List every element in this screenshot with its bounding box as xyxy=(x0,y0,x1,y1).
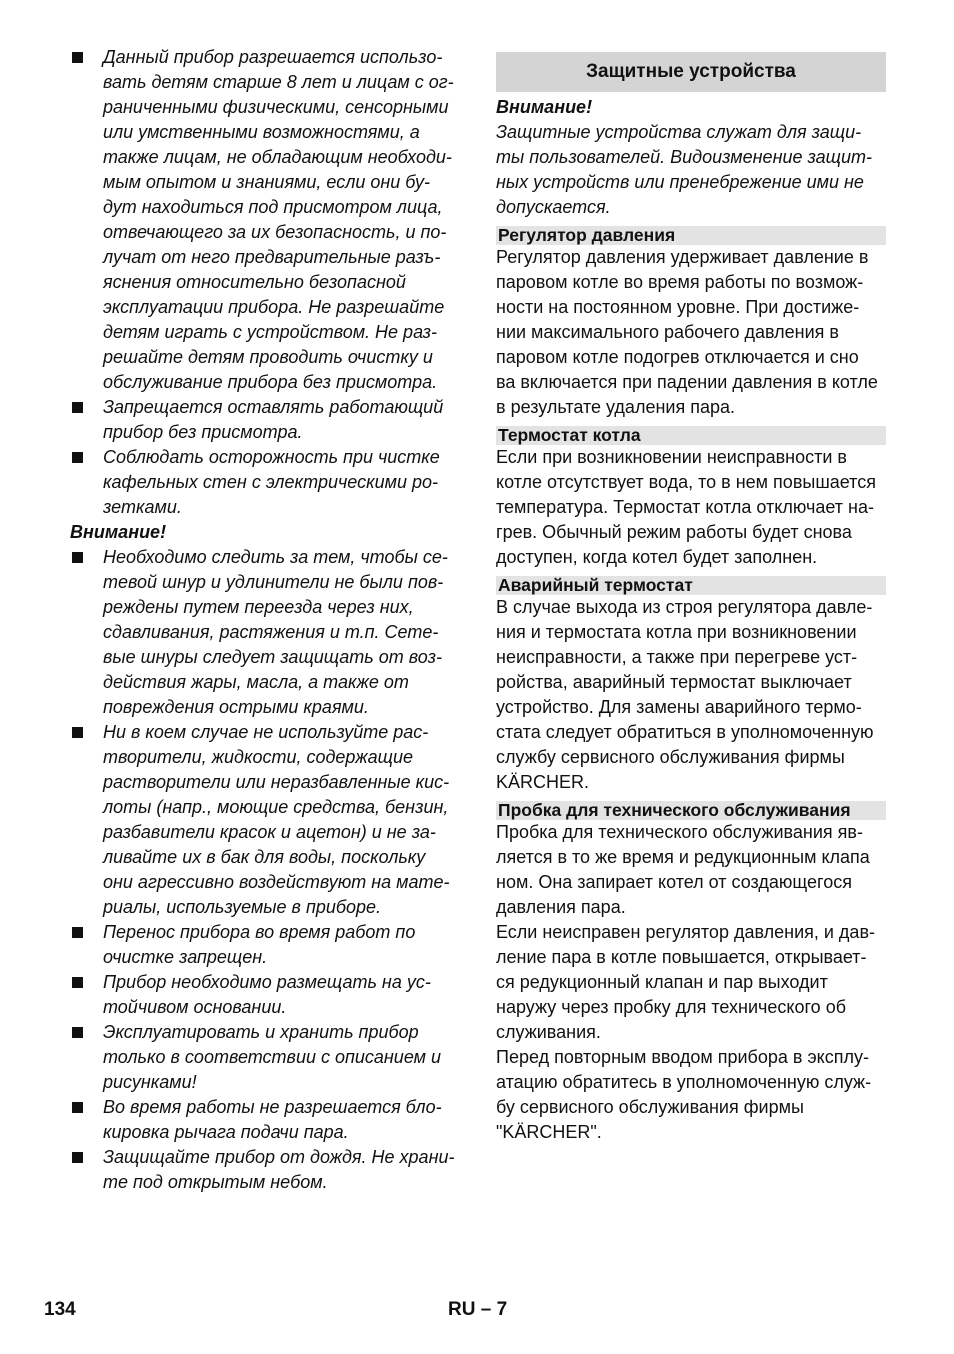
text-line: ляется в то же время и редукционным клапа xyxy=(496,847,870,867)
paragraph xyxy=(496,820,886,920)
text-line: ливайте их в бак для воды, поскольку xyxy=(103,847,426,867)
text-line: дут находиться под присмотром лица, xyxy=(103,197,443,217)
text-line: вые шнуры следует защищать от воз- xyxy=(103,647,442,667)
safety-list-1 xyxy=(70,45,462,520)
section-title: Защитные устройства xyxy=(496,52,886,92)
text-line: служивания. xyxy=(496,1022,601,1042)
text-line: тойчивом основании. xyxy=(103,997,287,1017)
square-bullet-icon xyxy=(72,1152,83,1163)
text-line: атацию обратитесь в уполномоченную служ- xyxy=(496,1072,872,1092)
text-line: решайте детям проводить очистку и xyxy=(103,347,433,367)
text-line: Перед повторным вводом прибора в эксплу- xyxy=(496,1047,869,1067)
list-item xyxy=(70,445,462,520)
text-line: Необходимо следить за тем, чтобы се- xyxy=(103,547,448,567)
text-line: ности на постоянном уровне. При достиже- xyxy=(496,297,860,317)
text-line: ление пара в котле повышается, открывает- xyxy=(496,947,867,967)
text-line: ных устройств или пренебрежение ими не xyxy=(496,172,864,192)
text-line: ва включается при падении давления в котле xyxy=(496,372,878,392)
text-line: В случае выхода из строя регулятора давле- xyxy=(496,597,873,617)
text-line: действия жары, масла, а также от xyxy=(103,672,409,692)
square-bullet-icon xyxy=(72,727,83,738)
page-number: 134 xyxy=(44,1299,76,1320)
text-line: котле отсутствует вода, то в нем повышается xyxy=(496,472,876,492)
text-line: Регулятор давления удерживает давление в xyxy=(496,247,869,267)
paragraph xyxy=(496,1045,886,1145)
square-bullet-icon xyxy=(72,452,83,463)
text-line: Ни в коем случае не используйте рас- xyxy=(103,722,429,742)
text-line: сдавливания, растяжения и т.п. Сете- xyxy=(103,622,439,642)
text-line: нии максимального рабочего давления в xyxy=(496,322,839,342)
text-line: только в соответствии с описанием и xyxy=(103,1047,441,1067)
text-line: паровом котле подогрев отключается и сно xyxy=(496,347,859,367)
list-item xyxy=(70,1020,462,1095)
text-line: давления пара. xyxy=(496,897,626,917)
text-line: доступен, когда котел будет заполнен. xyxy=(496,547,818,567)
text-line: Если при возникновении неисправности в xyxy=(496,447,847,467)
list-item xyxy=(70,920,462,970)
text-line: бу сервисного обслуживания фирмы xyxy=(496,1097,804,1117)
subsection-title: Термостат котла xyxy=(496,426,886,445)
subsection-title: Регулятор давления xyxy=(496,226,886,245)
square-bullet-icon xyxy=(72,927,83,938)
text-line: "KÄRCHER". xyxy=(496,1122,602,1142)
text-line: также лицам, не обладающим необходи- xyxy=(103,147,452,167)
right-column xyxy=(496,45,886,1145)
text-line: повреждения острыми краями. xyxy=(103,697,369,717)
warning-label: Внимание! xyxy=(70,522,167,542)
text-line: они агрессивно воздействуют на мате- xyxy=(103,872,450,892)
text-line: творители, жидкости, содержащие xyxy=(103,747,413,767)
text-line: или умственными возможностями, а xyxy=(103,122,420,142)
text-line: эксплуатации прибора. Не разрешайте xyxy=(103,297,445,317)
text-line: яснения относительно безопасной xyxy=(103,272,406,292)
safety-list-2 xyxy=(70,545,462,1195)
text-line: мым опытом и знаниями, если они бу- xyxy=(103,172,431,192)
text-line: паровом котле во время работы по возмож- xyxy=(496,272,864,292)
text-line: стата следует обратиться в уполномоченную xyxy=(496,722,874,742)
text-line: растворители или неразбавленные кис- xyxy=(103,772,450,792)
text-line: Перенос прибора во время работ по xyxy=(103,922,416,942)
left-column xyxy=(70,45,462,1195)
text-line: KÄRCHER. xyxy=(496,772,590,792)
text-line: риалы, используемые в приборе. xyxy=(103,897,382,917)
paragraph xyxy=(496,245,886,420)
text-line: Пробка для технического обслуживания яв- xyxy=(496,822,863,842)
list-item xyxy=(70,395,462,445)
subsections xyxy=(496,226,886,1145)
text-line: наружу через пробку для технического об xyxy=(496,997,847,1017)
text-line: устройство. Для замены аварийного термо- xyxy=(496,697,862,717)
page-reference: RU – 7 xyxy=(448,1299,508,1320)
text-line: Данный прибор разрешается использо- xyxy=(103,47,443,67)
text-line: кафельных стен с электрическими ро- xyxy=(103,472,438,492)
text-line: разбавители красок и ацетон) и не за- xyxy=(103,822,436,842)
text-line: лучат от него предварительные разъ- xyxy=(103,247,441,267)
text-line: ния и термостата котла при возникновении xyxy=(496,622,857,642)
text-line: Эксплуатировать и хранить прибор xyxy=(103,1022,419,1042)
subsection-title: Аварийный термостат xyxy=(496,576,886,595)
text-line: допускается. xyxy=(496,197,611,217)
text-line: обслуживание прибора без присмотра. xyxy=(103,372,438,392)
square-bullet-icon xyxy=(72,1102,83,1113)
square-bullet-icon xyxy=(72,1027,83,1038)
square-bullet-icon xyxy=(72,552,83,563)
list-item xyxy=(70,970,462,1020)
paragraph xyxy=(496,920,886,1045)
text-line: службу сервисного обслуживания фирмы xyxy=(496,747,845,767)
warning-text xyxy=(496,120,886,220)
text-line: ройства, аварийный термостат выключает xyxy=(496,672,852,692)
list-item xyxy=(70,1145,462,1195)
square-bullet-icon xyxy=(72,402,83,413)
text-line: тевой шнур и удлинители не были пов- xyxy=(103,572,444,592)
text-line: Защищайте прибор от дождя. Не храни- xyxy=(103,1147,455,1167)
text-line: ном. Она запирает котел от создающегося xyxy=(496,872,852,892)
text-line: прибор без присмотра. xyxy=(103,422,303,442)
text-line: детям играть с устройством. Не раз- xyxy=(103,322,438,342)
warning-label: Внимание! xyxy=(496,97,593,117)
paragraph xyxy=(496,595,886,795)
text-line: Запрещается оставлять работающий xyxy=(103,397,444,417)
text-line: отвечающего за их безопасность, и по- xyxy=(103,222,447,242)
subsection-title: Пробка для технического обслуживания xyxy=(496,801,886,820)
text-line: Защитные устройства служат для защи- xyxy=(496,122,862,142)
list-item xyxy=(70,45,462,395)
text-line: зетками. xyxy=(103,497,182,517)
text-line: Если неисправен регулятор давления, и дав- xyxy=(496,922,876,942)
text-line: те под открытым небом. xyxy=(103,1172,328,1192)
text-line: в результате удаления пара. xyxy=(496,397,735,417)
text-line: кировка рычага подачи пара. xyxy=(103,1122,349,1142)
list-item xyxy=(70,545,462,720)
square-bullet-icon xyxy=(72,52,83,63)
text-line: рисунками! xyxy=(103,1072,197,1092)
text-line: раниченными физическими, сенсорными xyxy=(103,97,449,117)
text-line: очистке запрещен. xyxy=(103,947,268,967)
text-line: лоты (напр., моющие средства, бензин, xyxy=(103,797,449,817)
square-bullet-icon xyxy=(72,977,83,988)
text-line: ся редукционный клапан и пар выходит xyxy=(496,972,828,992)
text-line: грев. Обычный режим работы будет снова xyxy=(496,522,852,542)
list-item xyxy=(70,720,462,920)
text-line: вать детям старше 8 лет и лицам с ог- xyxy=(103,72,454,92)
text-line: Прибор необходимо размещать на ус- xyxy=(103,972,431,992)
text-line: Соблюдать осторожность при чистке xyxy=(103,447,440,467)
paragraph xyxy=(496,445,886,570)
text-line: неисправности, а также при перегреве уст- xyxy=(496,647,858,667)
text-line: температура. Термостат котла отключает на- xyxy=(496,497,874,517)
list-item xyxy=(70,1095,462,1145)
text-line: реждены путем переезда через них, xyxy=(103,597,414,617)
text-line: ты пользователей. Видоизменение защит- xyxy=(496,147,872,167)
text-line: Во время работы не разрешается бло- xyxy=(103,1097,442,1117)
